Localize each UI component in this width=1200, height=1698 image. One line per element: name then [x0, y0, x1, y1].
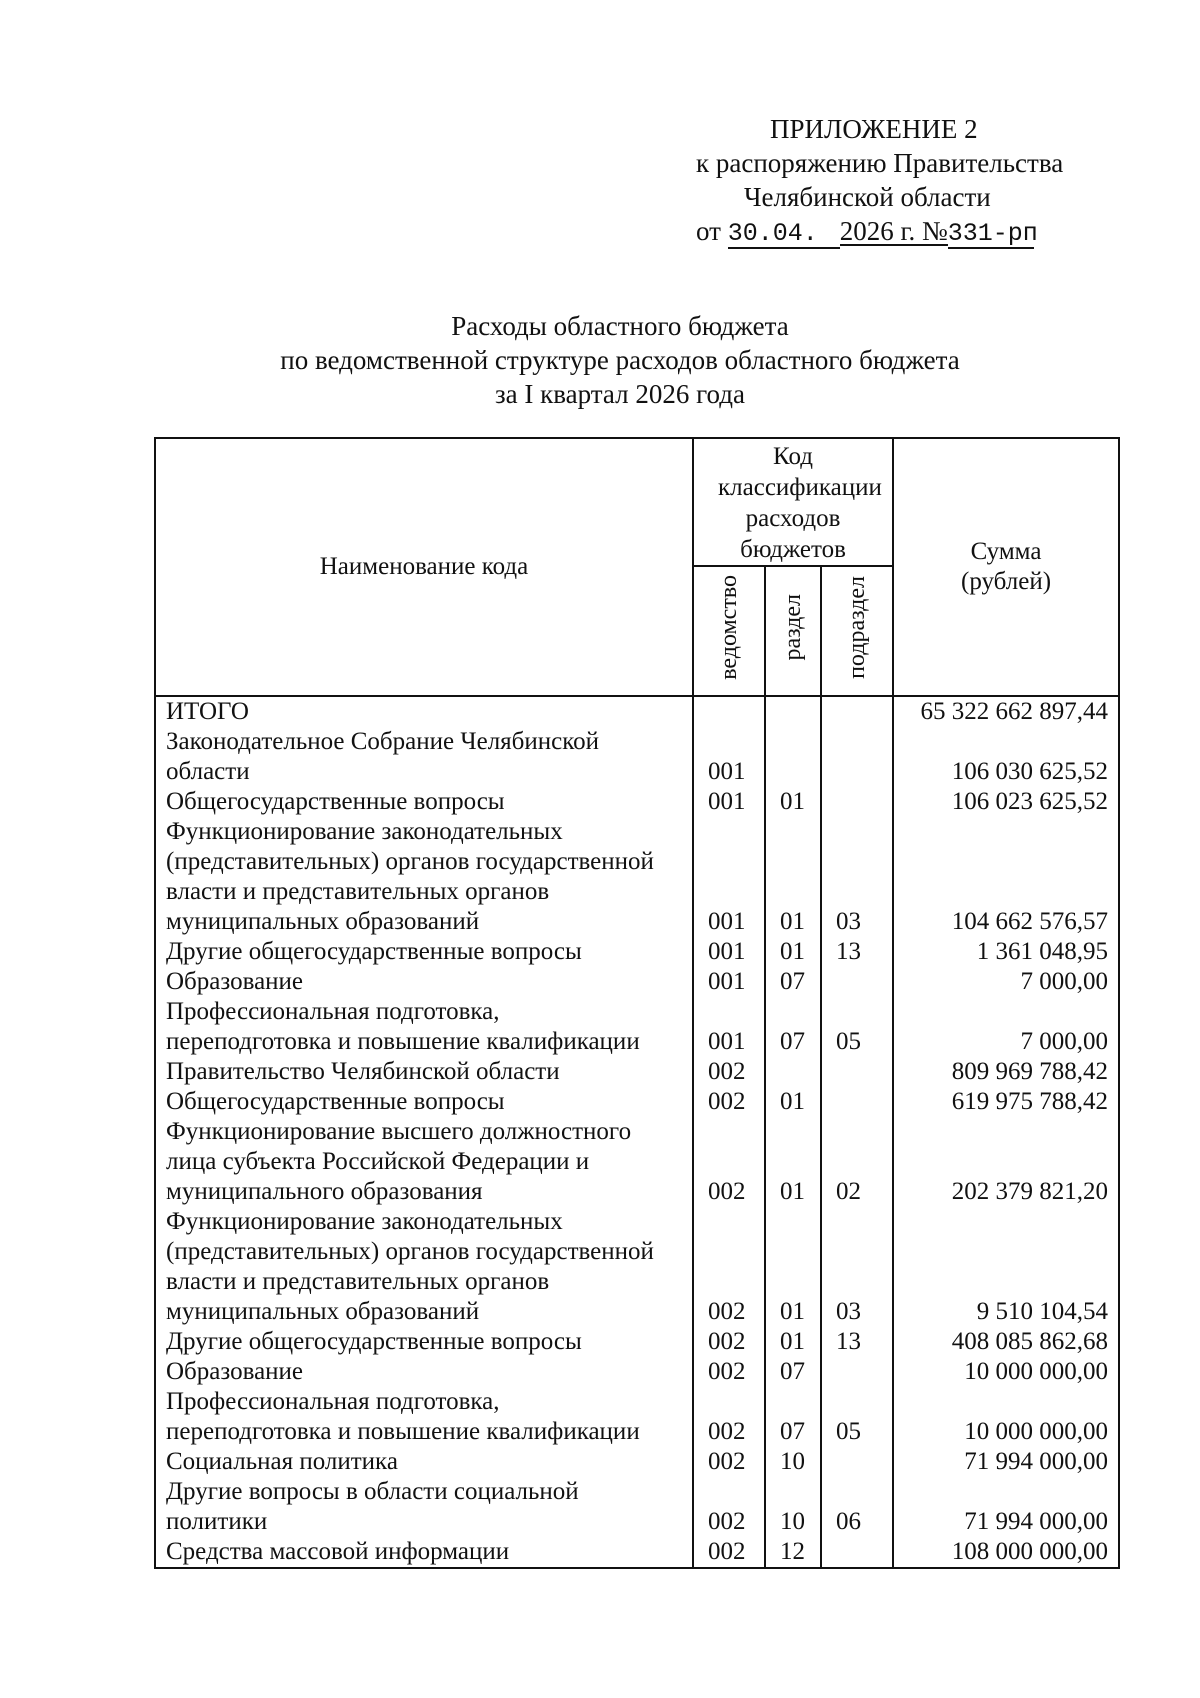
razdel-label: раздел	[780, 594, 806, 661]
row-name-line: Функционирование высшего должностного	[166, 1118, 632, 1145]
row-sum: 202 379 821,20	[893, 1117, 1119, 1207]
row-sum: 809 969 788,42	[893, 1057, 1119, 1087]
table-row	[155, 1087, 1119, 1117]
row-name-line: власти и представительных органов	[166, 878, 550, 905]
row-podrazdel	[821, 1087, 893, 1117]
row-razdel: 07	[765, 1357, 821, 1387]
row-name-line: Правительство Челябинской области	[166, 1058, 560, 1085]
row-podrazdel: 06	[821, 1477, 893, 1537]
row-name-line: Функционирование законодательных	[166, 818, 563, 845]
column-header-sum	[893, 438, 1119, 696]
row-sum: 408 085 862,68	[893, 1327, 1119, 1357]
row-sum: 108 000 000,00	[893, 1537, 1119, 1568]
row-podrazdel: 13	[821, 1327, 893, 1357]
row-name-line: муниципальных образований	[166, 908, 480, 935]
table-row	[155, 727, 1119, 787]
row-sum: 1 361 048,95	[893, 937, 1119, 967]
column-header-code-group	[693, 438, 893, 566]
table-row	[155, 1537, 1119, 1568]
row-sum: 71 994 000,00	[893, 1477, 1119, 1537]
column-header-razdel	[765, 566, 821, 696]
row-razdel: 10	[765, 1447, 821, 1477]
row-sum: 71 994 000,00	[893, 1447, 1119, 1477]
row-vedomstvo: 001	[693, 727, 765, 787]
column-header-podrazdel	[821, 566, 893, 696]
row-vedomstvo: 002	[693, 1087, 765, 1117]
row-sum: 10 000 000,00	[893, 1357, 1119, 1387]
row-razdel: 01	[765, 1117, 821, 1207]
row-podrazdel	[821, 787, 893, 817]
row-vedomstvo: 002	[693, 1357, 765, 1387]
row-podrazdel	[821, 1057, 893, 1087]
title-line-1: Расходы областного бюджета	[451, 311, 789, 341]
row-name-line: лица субъекта Российской Федерации и	[166, 1148, 590, 1175]
table-row	[155, 967, 1119, 997]
row-name	[155, 1387, 693, 1447]
row-name	[155, 1477, 693, 1537]
row-name-line: власти и представительных органов	[166, 1268, 550, 1295]
table-row	[155, 1387, 1119, 1447]
row-razdel: 10	[765, 1477, 821, 1537]
row-name-line: Средства массовой информации	[166, 1538, 510, 1565]
row-razdel: 01	[765, 787, 821, 817]
row-podrazdel: 03	[821, 817, 893, 937]
order-number: 331-рп	[947, 219, 1038, 248]
row-name	[155, 1207, 693, 1327]
row-vedomstvo: 001	[693, 937, 765, 967]
row-sum: 9 510 104,54	[893, 1207, 1119, 1327]
row-vedomstvo: 002	[693, 1057, 765, 1087]
row-vedomstvo	[693, 696, 765, 727]
row-razdel: 07	[765, 997, 821, 1057]
row-razdel: 01	[765, 937, 821, 967]
row-vedomstvo: 002	[693, 1447, 765, 1477]
row-name-line: области	[166, 758, 250, 785]
row-name	[155, 1447, 693, 1477]
row-name-line: муниципальных образований	[166, 1298, 480, 1325]
table-row	[155, 1477, 1119, 1537]
row-sum: 106 023 625,52	[893, 787, 1119, 817]
row-name	[155, 1117, 693, 1207]
row-name-line: Профессиональная подготовка,	[166, 998, 500, 1025]
row-sum: 106 030 625,52	[893, 727, 1119, 787]
row-name	[155, 1327, 693, 1357]
row-name	[155, 1087, 693, 1117]
row-razdel: 01	[765, 1327, 821, 1357]
date-year: 2026 г. №	[839, 216, 948, 246]
row-sum: 65 322 662 897,44	[893, 696, 1119, 727]
row-vedomstvo: 002	[693, 1387, 765, 1447]
row-podrazdel: 02	[821, 1117, 893, 1207]
appendix-title: ПРИЛОЖЕНИЕ 2	[770, 114, 978, 144]
row-name-line: Общегосударственные вопросы	[166, 788, 505, 815]
row-vedomstvo: 002	[693, 1537, 765, 1568]
row-podrazdel: 05	[821, 997, 893, 1057]
row-razdel: 12	[765, 1537, 821, 1568]
row-vedomstvo: 001	[693, 997, 765, 1057]
row-sum: 7 000,00	[893, 997, 1119, 1057]
row-vedomstvo: 002	[693, 1327, 765, 1357]
document-title	[0, 309, 1200, 411]
row-name	[155, 787, 693, 817]
table-row	[155, 1447, 1119, 1477]
row-name	[155, 1537, 693, 1568]
table-row	[155, 1357, 1119, 1387]
row-name-line: ИТОГО	[166, 698, 249, 725]
title-line-3: за I квартал 2026 года	[495, 379, 745, 409]
row-name-line: политики	[166, 1508, 268, 1535]
row-name-line: Законодательное Собрание Челябинской	[166, 728, 599, 755]
date-field	[728, 218, 840, 249]
row-vedomstvo: 002	[693, 1117, 765, 1207]
number-field	[947, 218, 1038, 249]
table-row	[155, 787, 1119, 817]
row-name-line: Функционирование законодательных	[166, 1208, 563, 1235]
row-razdel	[765, 727, 821, 787]
row-name-line: переподготовка и повышение квалификации	[166, 1418, 640, 1445]
row-vedomstvo: 001	[693, 967, 765, 997]
code-group-label: Код классификации расходов бюджетов	[718, 443, 882, 563]
row-sum: 7 000,00	[893, 967, 1119, 997]
row-vedomstvo: 002	[693, 1207, 765, 1327]
row-vedomstvo: 001	[693, 787, 765, 817]
row-name-line: Образование	[166, 1358, 304, 1385]
row-podrazdel	[821, 967, 893, 997]
row-sum: 104 662 576,57	[893, 817, 1119, 937]
row-podrazdel: 05	[821, 1387, 893, 1447]
row-razdel	[765, 696, 821, 727]
row-name	[155, 1057, 693, 1087]
row-podrazdel	[821, 1447, 893, 1477]
row-name-line: муниципального образования	[166, 1178, 483, 1205]
budget-table	[154, 437, 1120, 1569]
table-row	[155, 1327, 1119, 1357]
column-header-vedomstvo	[693, 566, 765, 696]
table-row	[155, 937, 1119, 967]
row-name-line: Социальная политика	[166, 1448, 398, 1475]
row-name	[155, 967, 693, 997]
appendix-date-line	[696, 214, 1096, 249]
row-razdel: 07	[765, 1387, 821, 1447]
row-name-line: Другие общегосударственные вопросы	[166, 1328, 582, 1355]
row-podrazdel	[821, 1357, 893, 1387]
column-header-name: Наименование кода	[155, 438, 693, 696]
vedomstvo-label: ведомство	[716, 575, 742, 680]
row-podrazdel: 13	[821, 937, 893, 967]
row-name-line: Профессиональная подготовка,	[166, 1388, 500, 1415]
table-row	[155, 1117, 1119, 1207]
row-name-line: (представительных) органов государственной	[166, 1238, 654, 1265]
table-row	[155, 997, 1119, 1057]
row-razdel: 01	[765, 1087, 821, 1117]
sum-unit: (рублей)	[961, 568, 1052, 595]
row-podrazdel	[821, 727, 893, 787]
row-razdel: 01	[765, 817, 821, 937]
row-podrazdel	[821, 696, 893, 727]
title-line-2: по ведомственной структуре расходов областного бюджета	[280, 345, 960, 375]
row-name	[155, 727, 693, 787]
row-name	[155, 1357, 693, 1387]
row-name-line: Образование	[166, 968, 304, 995]
table-row	[155, 1057, 1119, 1087]
appendix-subtitle: к распоряжению Правительства	[696, 148, 1064, 178]
row-podrazdel: 03	[821, 1207, 893, 1327]
row-name-line: Общегосударственные вопросы	[166, 1088, 505, 1115]
appendix-region: Челябинской области	[744, 182, 991, 212]
row-vedomstvo: 002	[693, 1477, 765, 1537]
row-sum: 10 000 000,00	[893, 1387, 1119, 1447]
row-name-line: Другие вопросы в области социальной	[166, 1478, 579, 1505]
row-name-line: Другие общегосударственные вопросы	[166, 938, 582, 965]
table-row	[155, 696, 1119, 727]
row-razdel	[765, 1057, 821, 1087]
table-row	[155, 1207, 1119, 1327]
row-name	[155, 696, 693, 727]
row-name	[155, 817, 693, 937]
row-razdel: 07	[765, 967, 821, 997]
date-value: 30.04.	[727, 219, 818, 248]
row-vedomstvo: 001	[693, 817, 765, 937]
row-podrazdel	[821, 1537, 893, 1568]
row-name	[155, 997, 693, 1057]
row-name	[155, 937, 693, 967]
table-row	[155, 817, 1119, 937]
row-name-line: (представительных) органов государственной	[166, 848, 654, 875]
row-name-line: переподготовка и повышение квалификации	[166, 1028, 640, 1055]
row-razdel: 01	[765, 1207, 821, 1327]
table-header-row	[155, 438, 1119, 566]
row-sum: 619 975 788,42	[893, 1087, 1119, 1117]
appendix-header	[696, 112, 1096, 249]
date-prefix: от	[696, 216, 721, 246]
sum-label: Сумма	[970, 538, 1042, 565]
podrazdel-label: подраздел	[844, 576, 871, 679]
